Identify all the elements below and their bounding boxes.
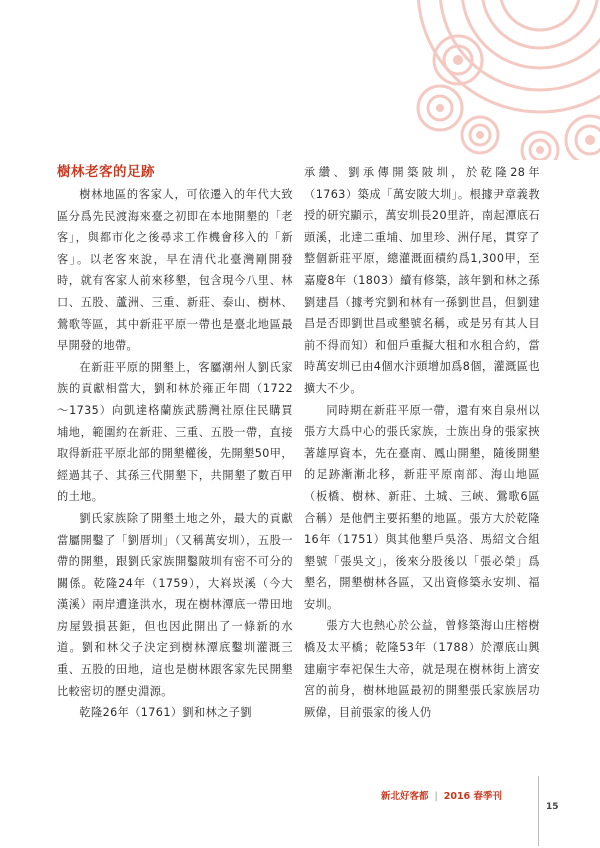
paragraph: 同時期在新莊平原一帶，還有來自泉州以張方大爲中心的張氏家族，士族出身的張家挾著雄厚資本，先在臺南、鳳山開墾，隨後開墾的足跡漸漸北移，新莊平原南部、海山地區（板橋、樹林、新莊、土城、三峽、鶯歌6區合稱）是他們主要拓墾的地區。張方大於乾隆16年（1751）與其他墾戶吳洛、馬紹文合組墾號「張吳文」，後來分股後以「張必榮」爲墾名，開墾樹林各區，又出資修築永安圳、福安圳。 bbox=[304, 403, 540, 611]
paragraph: 樹林地區的客家人，可依遷入的年代大致區分爲先民渡海來臺之初即在本地開墾的「老客」，與都市化之後尋求工作機會移入的「新客」。以老客來說，早在清代北臺灣剛開發時，就有客家人前來移墾，包含現今八里、林口、五股、蘆洲、三重、新莊、泰山、樹林、鶯歌等區，其中新莊平原一帶也是臺北地區最早開發的地帶。 bbox=[57, 188, 293, 353]
paragraph: 劉氏家族除了開墾土地之外，最大的貢獻當屬開鑿了「劉厝圳」（又稱萬安圳），五股一帶的開墾，跟劉氏家族開鑿陂圳有密不可分的關係。乾隆24年（1759），大嵙崁溪（今大漢溪）兩岸遭逢洪水，現在樹林潭底一帶田地房屋毀損甚鉅，但也因此開出了一條新的水道。劉和林父子決定到樹林潭底鑿圳灌溉三重、五股的田地，這也是樹林跟客家先民開墾比較密切的歷史淵源。 bbox=[57, 511, 293, 698]
paragraph: 在新莊平原的開墾上，客屬潮州人劉氏家族的貢獻相當大，劉和林於雍正年間（1722～1735）向凱達格蘭族武勝灣社原住民購買埔地，範圍約在新莊、三重、五股一帶，直接取得新莊平原北部的開墾權後，先開墾50甲，經過其子、其孫三代開墾下，共開墾了數百甲的土地。 bbox=[57, 360, 293, 504]
issue-label: 2016 春季刊 bbox=[443, 791, 502, 802]
paragraph: 乾隆26年（1761）劉和林之子劉 bbox=[79, 706, 252, 720]
footer-divider bbox=[538, 776, 539, 846]
paragraph: 張方大也熱心於公益，曾修築海山庄榕樹橋及太平橋；乾隆53年（1788）於潭底山興建廟宇奉祀保生大帝，就是現在樹林街上濟安宮的前身，樹林地區最初的開墾張氏家族居功厥偉，目前張家的後人仍 bbox=[304, 619, 540, 719]
running-footer bbox=[381, 789, 502, 805]
page-number: 15 bbox=[546, 802, 559, 812]
magazine-title: 新北好客都 bbox=[381, 791, 429, 802]
swirl-cloud-pattern-icon bbox=[340, 0, 600, 160]
footer-separator: | bbox=[434, 791, 438, 802]
article-right-column bbox=[304, 162, 540, 723]
section-heading: 樹林老客的足跡 bbox=[57, 164, 155, 180]
paragraph-continuation: 承纘、劉承傳開築陂圳，於乾隆28年（1763）築成「萬安陂大圳」。根據尹章義教授的研究顯示，萬安圳長20里許，南起潭底石頭溪，北達二重埔、加里珍、洲仔尾，貫穿了整個新莊平原，總灌溉面積約爲1,300甲，至嘉慶8年（1803）續有修築，該年劉和林之孫劉建昌（據考究劉和林有一孫劉世昌，但劉建昌是否即劉世昌或墾號名稱，或是另有其人目前不得而知）和佃戶重擬大租和水租合約，當時萬安圳已由4個水汴頭增加爲8個，灌溉區也擴大不少。 bbox=[304, 166, 540, 395]
article-left-column bbox=[57, 162, 293, 724]
